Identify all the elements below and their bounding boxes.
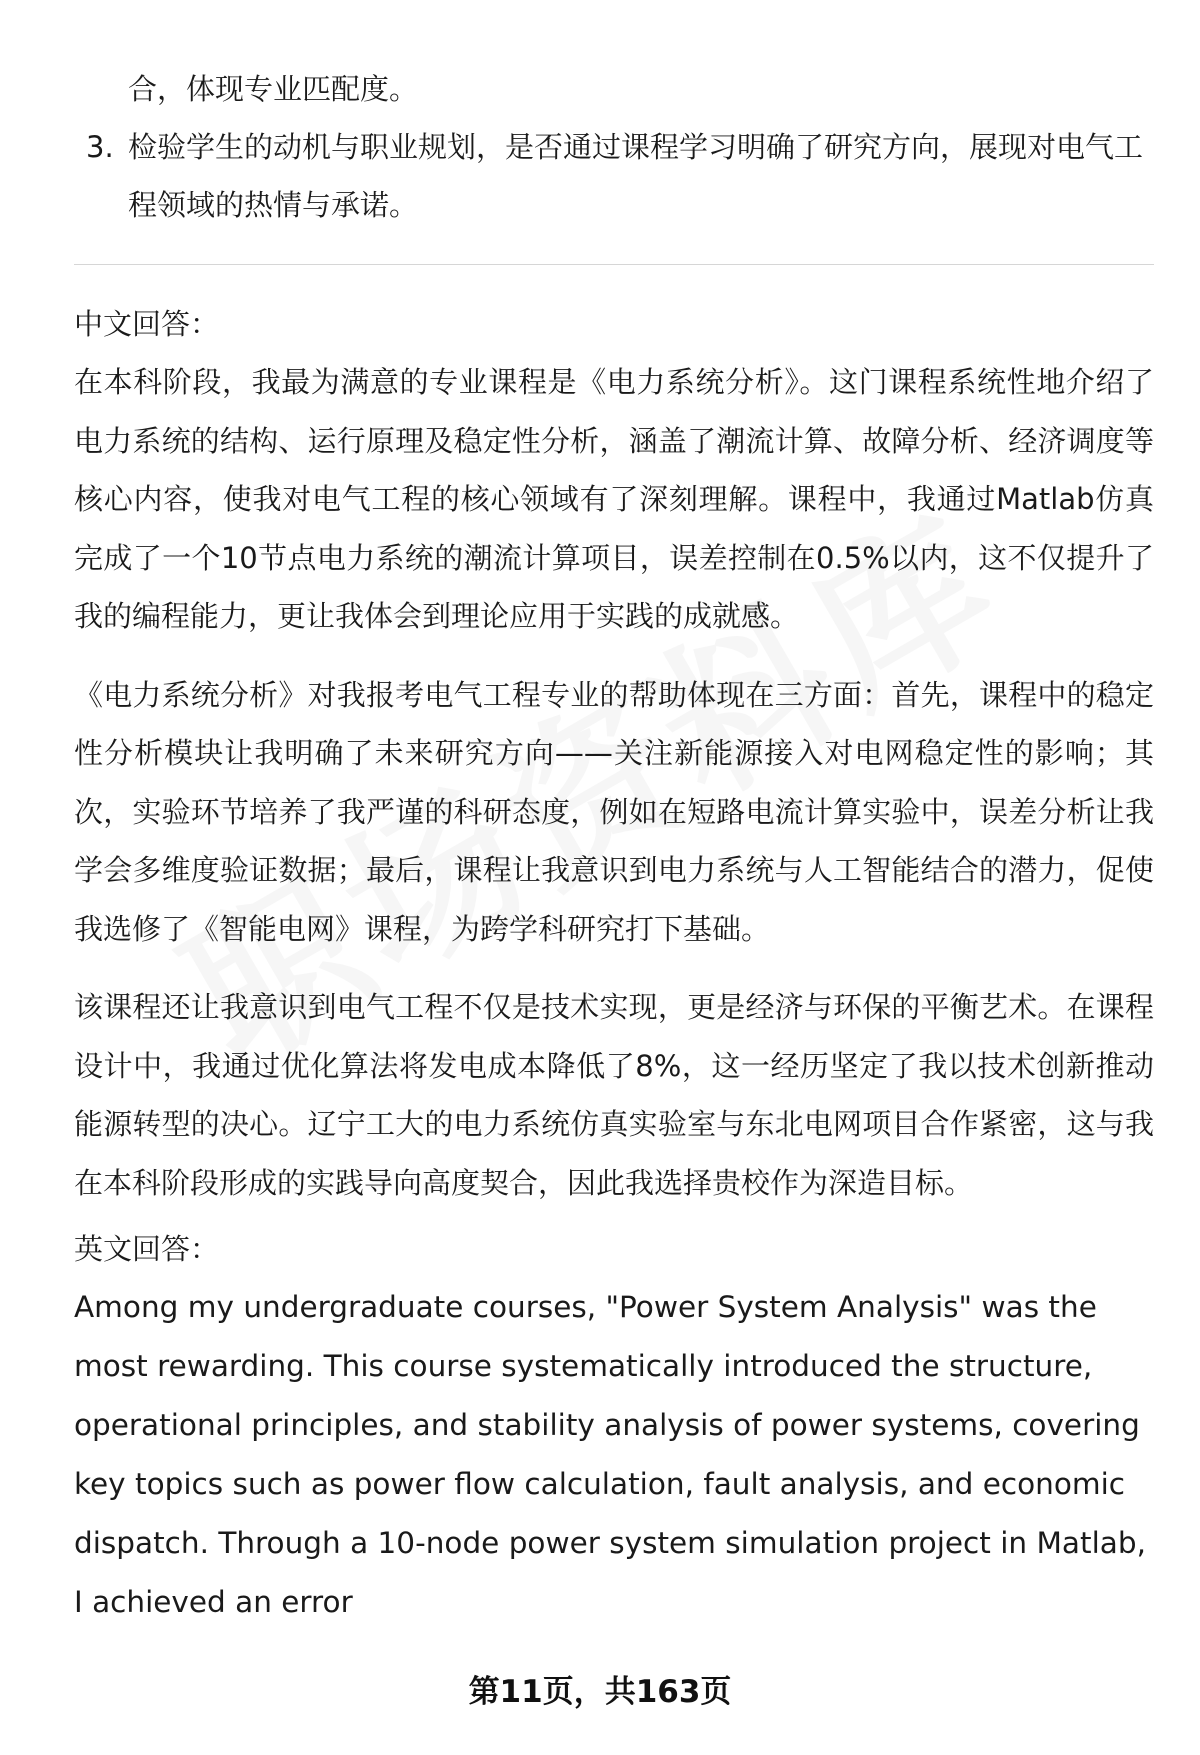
document-body: [74, 60, 1154, 1652]
list-number: 3.: [86, 130, 114, 164]
english-paragraph: Among my undergraduate courses, "Power System Analysis" was the most rewarding. This course systematically introduced the structure, operational principles, and stability analysis of power systems, covering key topics such as power flow calculation, fault analysis, and economic dispatch. Through a 10-node power system simulation project in Matlab, I achieved an error: [74, 1290, 1146, 1619]
list-item-text: 检验学生的动机与职业规划，是否通过课程学习明确了研究方向，展现对电气工程领域的热情与承诺。: [128, 130, 1144, 222]
chinese-answer-label: 中文回答：: [74, 307, 220, 341]
english-answer-label: 英文回答：: [74, 1232, 220, 1266]
chinese-paragraph-3: 该课程还让我意识到电气工程不仅是技术实现，更是经济与环保的平衡艺术。在课程设计中，我通过优化算法将发电成本降低了8%，这一经历坚定了我以技术创新推动能源转型的决心。辽宁工大的电力系统仿真实验室与东北电网项目合作紧密，这与我在本科阶段形成的实践导向高度契合，因此我选择贵校作为深造目标。: [74, 990, 1154, 1200]
list-item-2-continuation: 合，体现专业匹配度。: [128, 72, 419, 106]
divider: [74, 264, 1154, 265]
page-number: 第11页，共163页: [468, 1674, 732, 1710]
list-item-3: [74, 118, 1154, 234]
chinese-paragraph-1: 在本科阶段，我最为满意的专业课程是《电力系统分析》。这门课程系统性地介绍了电力系统的结构、运行原理及稳定性分析，涵盖了潮流计算、故障分析、经济调度等核心内容，使我对电气工程的核心领域有了深刻理解。课程中，我通过Matlab仿真完成了一个10节点电力系统的潮流计算项目，误差控制在0.5%以内，这不仅提升了我的编程能力，更让我体会到理论应用于实践的成就感。: [74, 365, 1154, 633]
chinese-paragraph-2: 《电力系统分析》对我报考电气工程专业的帮助体现在三方面：首先，课程中的稳定性分析模块让我明确了未来研究方向——关注新能源接入对电网稳定性的影响；其次，实验环节培养了我严谨的科研态度，例如在短路电流计算实验中，误差分析让我学会多维度验证数据；最后，课程让我意识到电力系统与人工智能结合的潜力，促使我选修了《智能电网》课程，为跨学科研究打下基础。: [74, 677, 1154, 946]
